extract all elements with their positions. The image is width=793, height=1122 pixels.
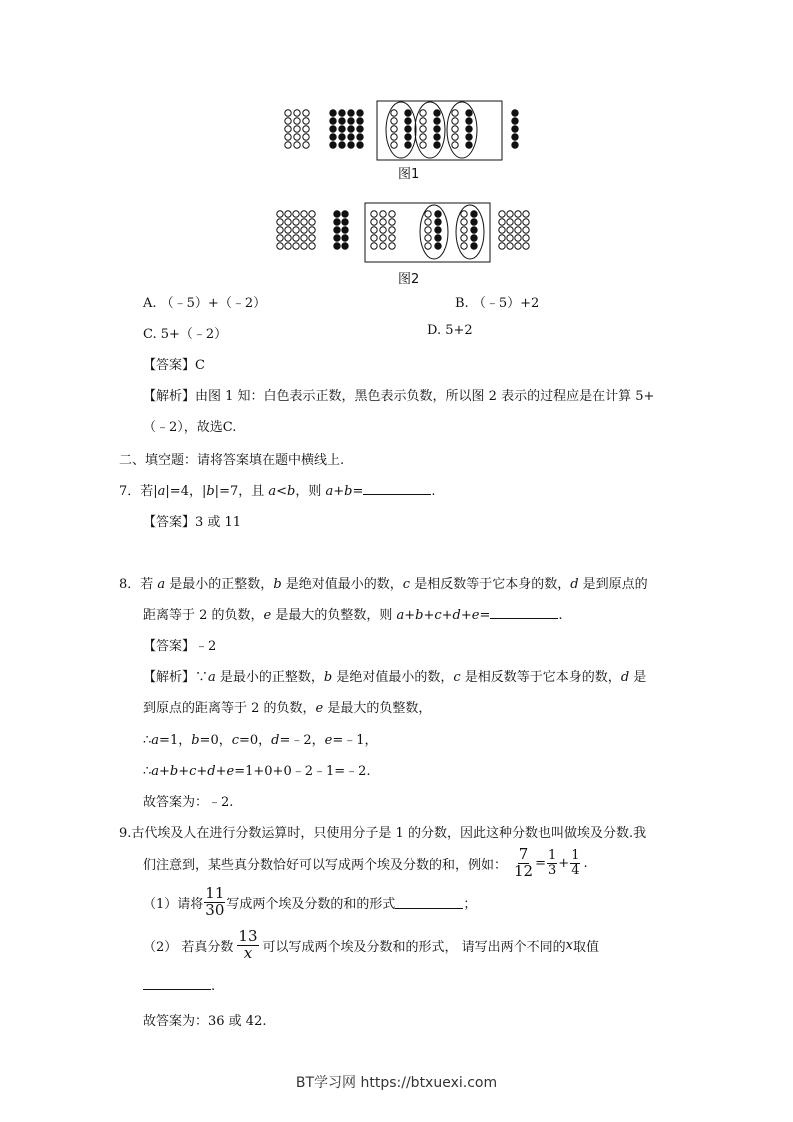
black-bead: [330, 142, 336, 148]
denominator: 3: [548, 862, 557, 878]
black-bead: [512, 118, 518, 124]
white-bead: [391, 142, 397, 148]
white-bead: [309, 227, 315, 233]
white-bead: [461, 235, 467, 241]
white-bead: [285, 243, 291, 249]
denominator: 30: [205, 900, 225, 919]
black-bead: [348, 142, 354, 148]
white-bead: [285, 219, 291, 225]
q8-var-b: b: [273, 577, 282, 592]
q9-text: 写成两个埃及分数的和的形式: [226, 896, 396, 912]
q8-text: =﹣1，: [332, 733, 378, 748]
white-bead: [293, 235, 299, 241]
black-bead: [466, 118, 472, 124]
white-bead: [277, 211, 283, 217]
numerator: 13: [238, 927, 258, 945]
white-bead: [294, 110, 300, 116]
white-bead: [420, 142, 426, 148]
q7-end: .: [431, 484, 436, 499]
white-bead: [420, 134, 426, 140]
white-bead: [515, 235, 521, 241]
figure-2-caption: 图2: [398, 272, 420, 287]
therefore-symbol: ∴: [143, 733, 152, 748]
black-bead: [330, 118, 336, 124]
q8-var-c: c: [453, 670, 461, 685]
footer-watermark: BT学习网 https://btxuexi.com: [295, 1075, 498, 1091]
q8-var-d: d: [620, 670, 630, 685]
white-bead: [507, 211, 513, 217]
black-bead: [348, 110, 354, 116]
white-bead: [425, 211, 431, 217]
q9-text: 取值: [572, 939, 599, 955]
q9-var-x: x: [565, 937, 573, 953]
white-bead: [371, 235, 377, 241]
white-bead: [277, 235, 283, 241]
white-bead: [371, 227, 377, 233]
white-bead: [380, 219, 386, 225]
q8-var-b: b: [191, 733, 200, 748]
option-d: D. 5+2: [427, 323, 473, 338]
white-bead: [425, 227, 431, 233]
q8-expression: a+b+c+d+e: [151, 764, 235, 779]
q9-line2: [143, 847, 588, 880]
white-bead: [277, 227, 283, 233]
white-bead: [303, 118, 309, 124]
white-bead: [371, 243, 377, 249]
q8-answer: 【答案】﹣2: [143, 639, 217, 654]
black-bead: [405, 110, 411, 116]
q8-text: 是到原点的: [578, 577, 648, 592]
q8-text: 【解析】∵: [143, 670, 209, 685]
white-bead: [294, 118, 300, 124]
q7-expression: a+b: [325, 484, 353, 499]
black-bead: [330, 110, 336, 116]
white-bead: [391, 110, 397, 116]
q7-then: ，则: [295, 484, 326, 499]
black-bead: [405, 126, 411, 132]
black-bead: [471, 235, 477, 241]
q6-answer: 【答案】C: [143, 358, 205, 373]
white-bead: [499, 243, 505, 249]
black-bead: [434, 110, 440, 116]
white-bead: [391, 118, 397, 124]
q8-var-e: e: [263, 608, 272, 623]
black-bead: [435, 227, 441, 233]
black-bead: [342, 243, 348, 249]
white-bead: [425, 243, 431, 249]
black-bead: [471, 219, 477, 225]
q9-line1: 9.古代埃及人在进行分数运算时，只使用分子是 1 的分数，因此这种分数也叫做埃及分数.我: [119, 826, 647, 841]
q8-var-a: a: [208, 670, 216, 685]
white-bead: [391, 134, 397, 140]
white-bead: [452, 142, 458, 148]
white-bead: [293, 227, 299, 233]
white-bead: [301, 211, 307, 217]
q7-abs-b: |b|: [201, 484, 220, 499]
black-bead: [405, 118, 411, 124]
white-bead: [309, 211, 315, 217]
black-bead: [348, 126, 354, 132]
q8-line2: [143, 604, 563, 623]
q9-part1-blank: [395, 896, 463, 909]
q8-text: =0，: [239, 733, 272, 748]
white-bead: [285, 126, 291, 132]
white-bead: [499, 227, 505, 233]
q8-final-answer: 故答案为：﹣2.: [143, 795, 234, 810]
white-bead: [380, 227, 386, 233]
white-bead: [285, 142, 291, 148]
white-bead: [380, 211, 386, 217]
white-bead: [303, 126, 309, 132]
fraction-1-4: [570, 849, 580, 877]
white-bead: [515, 219, 521, 225]
black-bead: [334, 235, 340, 241]
q8-var-c: c: [402, 577, 411, 592]
black-bead: [342, 211, 348, 217]
q8-var-d: d: [271, 733, 280, 748]
q8-text: 是: [629, 670, 647, 685]
q8-text: =1+0+0﹣2﹣1=﹣2.: [234, 764, 371, 779]
pair-ellipse: [456, 205, 484, 259]
white-bead: [515, 243, 521, 249]
white-bead: [380, 243, 386, 249]
white-bead: [301, 227, 307, 233]
black-bead: [435, 243, 441, 249]
black-bead: [334, 219, 340, 225]
white-bead: [420, 110, 426, 116]
denominator: x: [243, 943, 253, 962]
q8-var-a: a: [151, 733, 160, 748]
white-bead: [389, 243, 395, 249]
figure-2: [270, 198, 535, 268]
fraction-11-30: [204, 886, 225, 919]
black-bead: [435, 219, 441, 225]
option-b: B. （﹣5）+2: [455, 296, 540, 311]
numerator: 1: [548, 848, 557, 864]
q7-abs-a: |a|: [153, 484, 170, 499]
white-bead: [461, 227, 467, 233]
white-bead: [461, 243, 467, 249]
white-bead: [371, 211, 377, 217]
q8-text: =0，: [199, 733, 232, 748]
q6-analysis-line2: （﹣2），故选C.: [143, 420, 237, 435]
white-bead: [303, 110, 309, 116]
q9-text: 们注意到，某些真分数恰好可以写成两个埃及分数的和，例如：: [143, 857, 508, 873]
white-bead: [294, 142, 300, 148]
black-bead: [348, 118, 354, 124]
denominator: 4: [571, 862, 580, 878]
white-bead: [371, 219, 377, 225]
black-bead: [357, 134, 363, 140]
white-bead: [285, 134, 291, 140]
q8-var-c: c: [231, 733, 239, 748]
white-bead: [293, 211, 299, 217]
numerator: 1: [571, 848, 580, 864]
q8-end: .: [558, 608, 563, 623]
fraction-1-3: [547, 849, 557, 877]
q8-var-b: b: [323, 670, 333, 685]
black-bead: [339, 134, 345, 140]
black-bead: [342, 227, 348, 233]
q8-text: 是相反数等于它本身的数，: [460, 670, 621, 685]
white-bead: [301, 219, 307, 225]
option-a: A. （﹣5）+（﹣2）: [143, 296, 267, 311]
figure-1: [275, 95, 525, 167]
numerator: 7: [518, 845, 529, 863]
q8-text: 距离等于 2 的负数，: [143, 608, 264, 623]
q6-analysis-line1: 【解析】由图 1 知：白色表示正数，黑色表示负数，所以图 2 表示的过程应是在计算 5+: [143, 389, 655, 404]
white-bead: [309, 243, 315, 249]
fraction-13-x: [237, 929, 258, 962]
q8-text: 是最大的负整数，则: [271, 608, 397, 623]
q9-text: .: [583, 855, 588, 871]
black-bead: [357, 110, 363, 116]
black-bead: [339, 118, 345, 124]
fraction-7-12: [513, 847, 534, 880]
q8-text: 是最小的正整数，: [215, 670, 324, 685]
white-bead: [294, 134, 300, 140]
white-bead: [425, 235, 431, 241]
q7-eq7: =7，且: [219, 484, 269, 499]
black-bead: [357, 126, 363, 132]
figure-1-caption: 图1: [398, 167, 420, 182]
black-bead: [405, 134, 411, 140]
white-bead: [285, 110, 291, 116]
q9-part2-blank: [143, 977, 211, 990]
q8-text: 是最大的负整数，: [323, 701, 432, 716]
denominator: 12: [514, 861, 534, 880]
q9-text: .: [211, 979, 216, 994]
white-bead: [420, 118, 426, 124]
white-bead: [389, 235, 395, 241]
q8-var-e: e: [324, 733, 333, 748]
q8-line1: [119, 573, 648, 592]
black-bead: [434, 126, 440, 132]
black-bead: [512, 110, 518, 116]
q8-text: 到原点的距离等于 2 的负数，: [143, 701, 316, 716]
white-bead: [507, 227, 513, 233]
q8-text: =﹣2，: [279, 733, 325, 748]
q9-text: ；: [463, 896, 477, 912]
therefore-symbol: ∴: [143, 764, 152, 779]
q7-equals: =: [352, 484, 364, 499]
white-bead: [294, 126, 300, 132]
black-bead: [342, 235, 348, 241]
black-bead: [512, 126, 518, 132]
white-bead: [303, 134, 309, 140]
white-bead: [285, 227, 291, 233]
q8-expression: a+b+c+d+e: [396, 608, 480, 623]
q8-var-a: a: [157, 577, 166, 592]
black-bead: [435, 235, 441, 241]
q7-prefix: 7．若: [119, 484, 154, 499]
black-bead: [466, 110, 472, 116]
black-bead: [334, 243, 340, 249]
black-bead: [330, 134, 336, 140]
q9-final-answer: 故答案为：36 或 42.: [143, 1014, 267, 1029]
equals-sign: =: [535, 855, 547, 871]
q8-var-e: e: [315, 701, 324, 716]
black-bead: [334, 227, 340, 233]
black-bead: [471, 243, 477, 249]
white-bead: [499, 219, 505, 225]
black-bead: [357, 142, 363, 148]
white-bead: [452, 134, 458, 140]
q8-analysis-line1: [143, 666, 646, 685]
black-bead: [466, 142, 472, 148]
white-bead: [391, 126, 397, 132]
q8-analysis-line2: [143, 697, 431, 716]
q8-text: 是绝对值最小的数，: [281, 577, 403, 592]
q9-text: 可以写成两个埃及分数和的形式， 请写出两个不同的: [262, 939, 566, 955]
option-c: C. 5+（﹣2）: [143, 327, 228, 342]
black-bead: [357, 118, 363, 124]
black-bead: [334, 211, 340, 217]
white-bead: [452, 110, 458, 116]
black-bead: [466, 126, 472, 132]
q8-text: 是绝对值最小的数，: [332, 670, 454, 685]
q7-question: [119, 480, 435, 499]
black-bead: [342, 219, 348, 225]
black-bead: [434, 134, 440, 140]
black-bead: [348, 134, 354, 140]
white-bead: [523, 211, 529, 217]
white-bead: [420, 126, 426, 132]
black-bead: [434, 142, 440, 148]
q8-equals: =: [479, 608, 491, 623]
white-bead: [523, 235, 529, 241]
white-bead: [285, 235, 291, 241]
q7-answer-blank: [363, 482, 431, 495]
white-bead: [309, 219, 315, 225]
white-bead: [523, 243, 529, 249]
black-bead: [339, 110, 345, 116]
numerator: 11: [205, 884, 225, 902]
black-bead: [471, 227, 477, 233]
q9-part2-line2: [143, 977, 215, 994]
white-bead: [389, 219, 395, 225]
black-bead: [512, 134, 518, 140]
white-bead: [389, 227, 395, 233]
white-bead: [389, 211, 395, 217]
white-bead: [303, 142, 309, 148]
q8-answer-blank: [490, 606, 558, 619]
plus-sign: +: [558, 855, 570, 871]
q8-text: =1，: [159, 733, 192, 748]
q8-text: 8．若: [119, 577, 158, 592]
white-bead: [452, 126, 458, 132]
white-bead: [277, 219, 283, 225]
black-bead: [466, 134, 472, 140]
white-bead: [499, 211, 505, 217]
white-bead: [293, 243, 299, 249]
white-bead: [285, 118, 291, 124]
black-bead: [339, 126, 345, 132]
white-bead: [507, 243, 513, 249]
white-bead: [452, 118, 458, 124]
white-bead: [515, 227, 521, 233]
white-bead: [301, 243, 307, 249]
q8-var-d: d: [570, 577, 579, 592]
black-bead: [330, 126, 336, 132]
q8-text: 是最小的正整数，: [165, 577, 274, 592]
q7-eq4: =4，: [169, 484, 202, 499]
black-bead: [435, 211, 441, 217]
q7-answer: 【答案】3 或 11: [143, 515, 242, 530]
q7-condition: a<b: [268, 484, 296, 499]
white-bead: [277, 243, 283, 249]
white-bead: [523, 219, 529, 225]
white-bead: [309, 235, 315, 241]
white-bead: [425, 219, 431, 225]
white-bead: [285, 211, 291, 217]
white-bead: [507, 235, 513, 241]
pair-ellipse: [420, 205, 448, 259]
white-bead: [293, 219, 299, 225]
white-bead: [380, 235, 386, 241]
white-bead: [461, 211, 467, 217]
white-bead: [499, 235, 505, 241]
q8-analysis-sum: [143, 760, 371, 779]
q8-analysis-values: [143, 729, 378, 748]
section-title: 二、填空题：请将答案填在题中横线上.: [119, 453, 345, 468]
white-bead: [461, 219, 467, 225]
q9-part2: [143, 929, 599, 962]
q9-text: （2） 若真分数: [143, 939, 234, 955]
q8-text: 是相反数等于它本身的数，: [410, 577, 571, 592]
black-bead: [512, 142, 518, 148]
black-bead: [434, 118, 440, 124]
q9-part1: [143, 886, 476, 919]
black-bead: [405, 142, 411, 148]
black-bead: [339, 142, 345, 148]
white-bead: [515, 211, 521, 217]
q9-text: （1）请将: [143, 896, 204, 912]
black-bead: [471, 211, 477, 217]
white-bead: [507, 219, 513, 225]
white-bead: [523, 227, 529, 233]
white-bead: [301, 235, 307, 241]
